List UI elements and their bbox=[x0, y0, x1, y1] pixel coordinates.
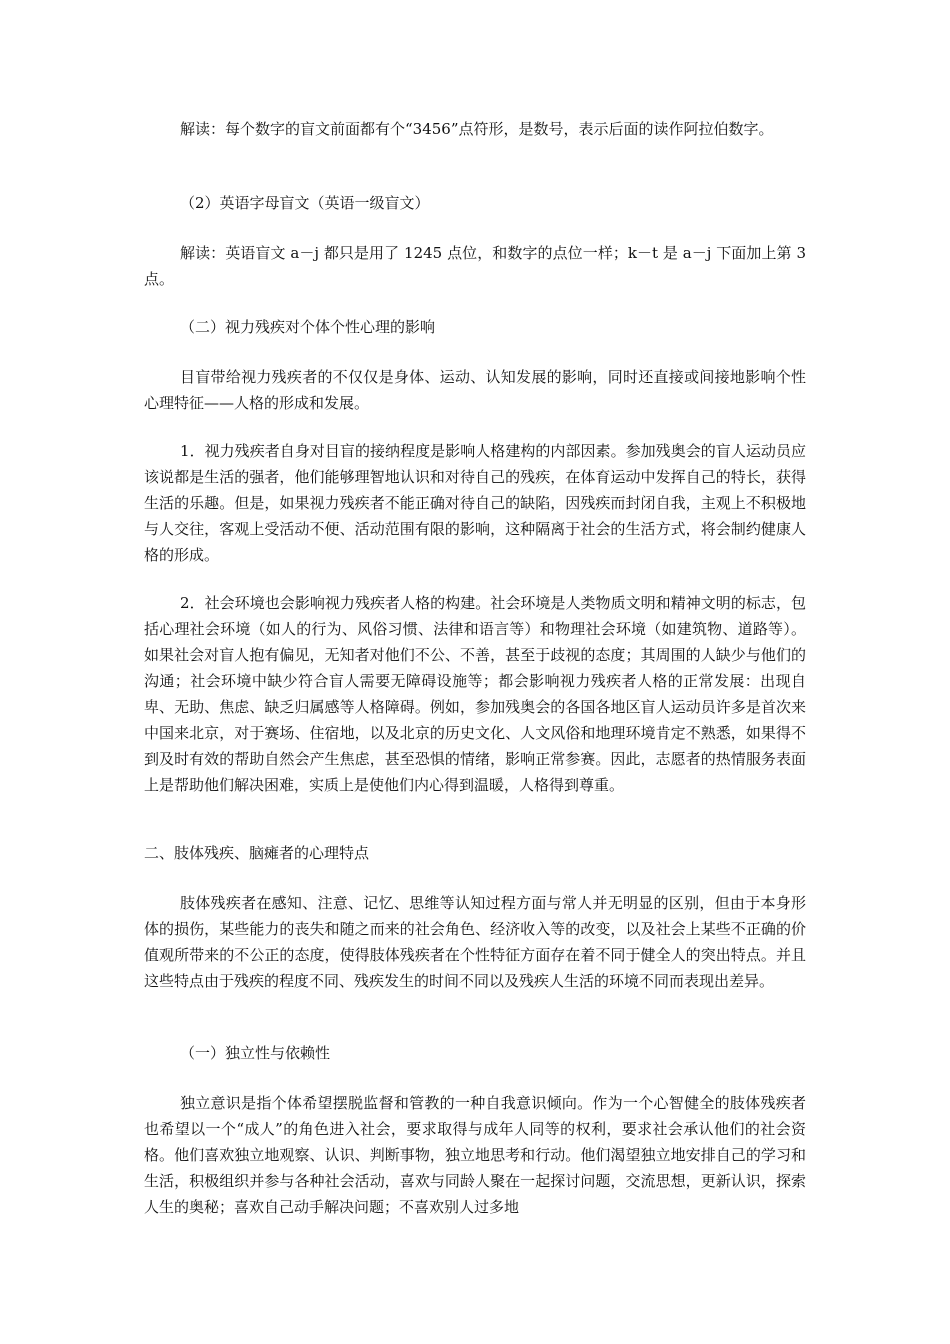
section-heading-visual-impairment-personality: （二）视力残疾对个体个性心理的影响 bbox=[180, 318, 436, 336]
subheading-independence-dependence: （一）独立性与依赖性 bbox=[180, 1044, 331, 1062]
paragraph-internal-factor: 1．视力残疾者自身对目盲的接纳程度是影响人格建构的内部因素。参加残奥会的盲人运动员应该说都是生活的强者，他们能够理智地认识和对待自己的残疾，在体育运动中发挥自己的特长，获得生活的乐趣。但是，如果视力残疾者不能正确对待自己的缺陷，因残疾而封闭自我，主观上不积极地与人交往，客观上受活动不便、活动范围有限的影响，这种隔离于社会的生活方式，将会制约健康人格的形成。 bbox=[144, 442, 806, 564]
section-heading-physical-disability: 二、肢体残疾、脑瘫者的心理特点 bbox=[144, 844, 370, 862]
paragraph-social-environment: 2．社会环境也会影响视力残疾者人格的构建。社会环境是人类物质文明和精神文明的标志，包括心理社会环境（如人的行为、风俗习惯、法律和语言等）和物理社会环境（如建筑物、道路等）。如果社会对盲人抱有偏见，无知者对他们不公、不善，甚至于歧视的态度；其周围的人缺少与他们的沟通；社会环境中缺少符合盲人需要无障碍设施等；都会影响视力残疾者人格的正常发展：出现自卑、无助、焦虑、缺乏归属感等人格障碍。例如，参加残奥会的各国各地区盲人运动员许多是首次来中国来北京，对于赛场、住宿地，以及北京的历史文化、人文风俗和地理环境肯定不熟悉，如果得不到及时有效的帮助自然会产生焦虑，甚至恐惧的情绪，影响正常参赛。因此，志愿者的热情服务表面上是帮助他们解决困难，实质上是使他们内心得到温暖，人格得到尊重。 bbox=[144, 594, 806, 794]
paragraph-blindness-influence: 目盲带给视力残疾者的不仅仅是身体、运动、认知发展的影响，同时还直接或间接地影响个性心理特征——人格的形成和发展。 bbox=[144, 368, 806, 412]
subheading-english-braille: （2）英语字母盲文（英语一级盲文） bbox=[180, 194, 430, 212]
paragraph-english-braille-note: 解读：英语盲文 a－j 都只是用了 1245 点位，和数字的点位一样；k－t 是 a－j 下面加上第 3 点。 bbox=[144, 244, 806, 288]
paragraph-independence: 独立意识是指个体希望摆脱监督和管教的一种自我意识倾向。作为一个心智健全的肢体残疾者也希望以一个“成人”的角色进入社会，要求取得与成年人同等的权利，要求社会承认他们的社会资格。他们喜欢独立地观察、认识、判断事物，独立地思考和行动。他们渴望独立地安排自己的学习和生活，积极组织并参与各种社会活动，喜欢与同龄人聚在一起探讨问题，交流思想，更新认识，探索人生的奥秘；喜欢自己动手解决问题；不喜欢别人过多地 bbox=[144, 1094, 806, 1216]
paragraph-braille-digits-note: 解读：每个数字的盲文前面都有个“3456”点符形，是数号，表示后面的读作阿拉伯数字。 bbox=[180, 120, 774, 138]
paragraph-physical-disability-overview: 肢体残疾者在感知、注意、记忆、思维等认知过程方面与常人并无明显的区别，但由于本身形体的损伤，某些能力的丧失和随之而来的社会角色、经济收入等的改变，以及社会上某些不正确的价值观所带来的不公正的态度，使得肢体残疾者在个性特征方面存在着不同于健全人的突出特点。并且这些特点由于残疾的程度不同、残疾发生的时间不同以及残疾人生活的环境不同而表现出差异。 bbox=[144, 894, 806, 990]
